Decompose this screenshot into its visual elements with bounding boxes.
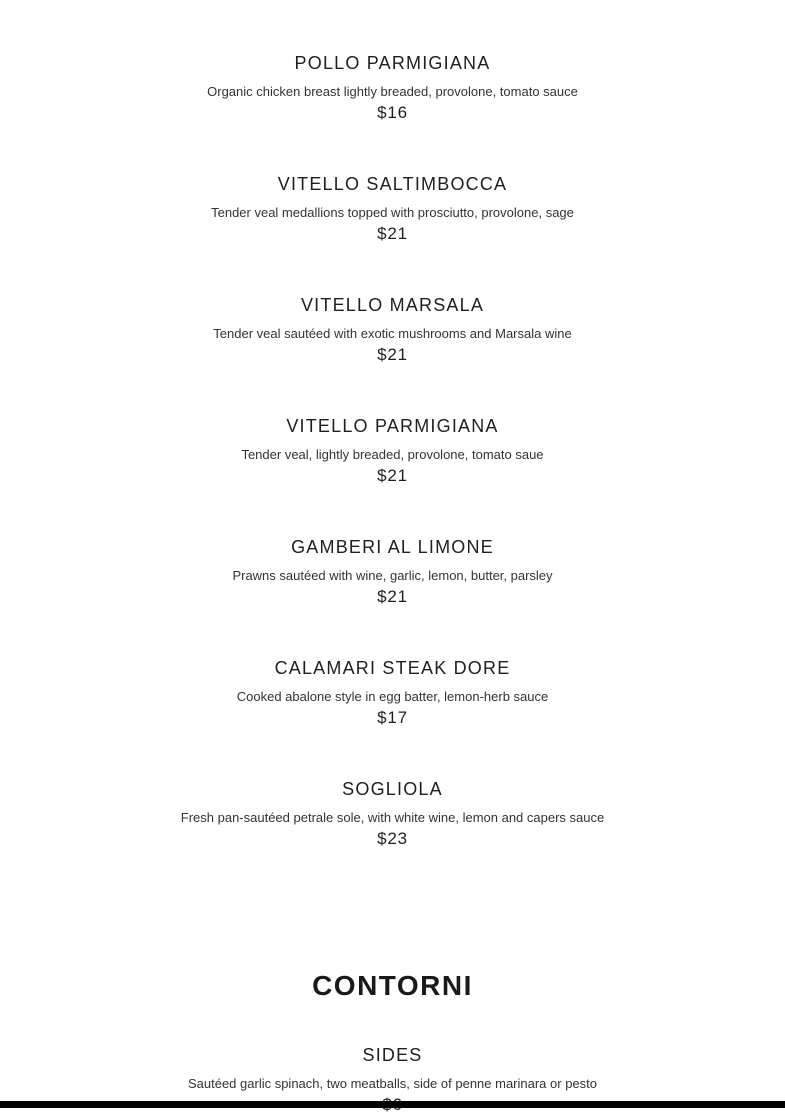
item-price: $17 — [377, 708, 408, 727]
item-name: VITELLO PARMIGIANA — [286, 416, 499, 436]
bottom-bar — [0, 1101, 785, 1108]
item-name: VITELLO SALTIMBOCCA — [277, 174, 508, 194]
item-price: $21 — [377, 345, 408, 364]
item-price: $23 — [377, 829, 408, 848]
item-price: $16 — [377, 103, 408, 122]
item-name: GAMBERI AL LIMONE — [291, 537, 494, 557]
item-description: Prawns sautéed with wine, garlic, lemon, butter, parsley — [232, 568, 553, 583]
item-description: Cooked abalone style in egg batter, lemon-herb sauce — [236, 689, 549, 704]
item-name: POLLO PARMIGIANA — [294, 53, 491, 73]
item-name: SOGLIOLA — [342, 779, 443, 799]
item-name: VITELLO MARSALA — [300, 295, 485, 315]
item-description: Organic chicken breast lightly breaded, provolone, tomato sauce — [207, 84, 578, 99]
item-description: Tender veal, lightly breaded, provolone, tomato saue — [241, 447, 544, 462]
item-description: Sautéed garlic spinach, two meatballs, side of penne marinara or pesto — [187, 1076, 597, 1091]
item-description: Tender veal medallions topped with prosciutto, provolone, sage — [211, 205, 574, 220]
item-description: Tender veal sautéed with exotic mushrooms and Marsala wine — [213, 326, 572, 341]
item-price: $21 — [377, 466, 408, 485]
item-description: Fresh pan-sautéed petrale sole, with white wine, lemon and capers sauce — [180, 810, 605, 825]
item-name: CALAMARI STEAK DORE — [274, 658, 511, 678]
item-price: $21 — [377, 587, 408, 606]
item-price: $21 — [377, 224, 408, 243]
item-name: SIDES — [362, 1045, 423, 1065]
section-title-contorni: CONTORNI — [312, 970, 473, 1001]
